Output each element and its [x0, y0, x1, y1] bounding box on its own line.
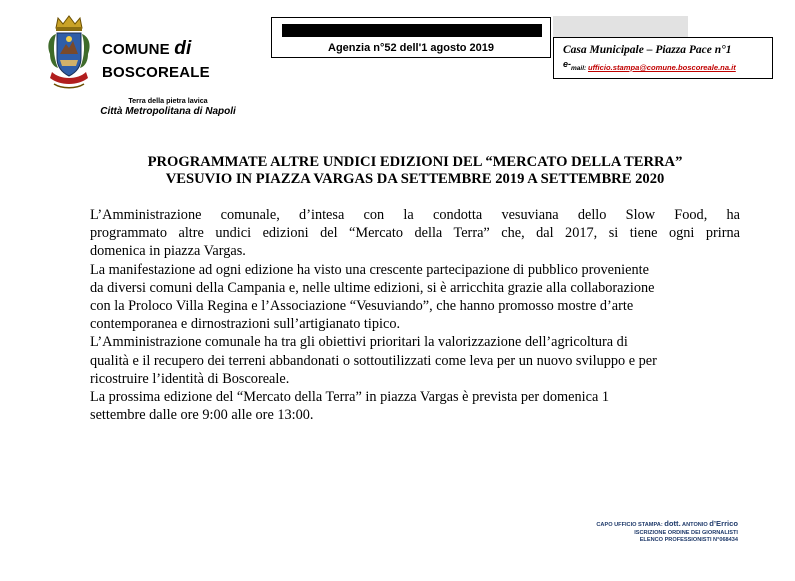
boscoreale-crest-icon: [44, 14, 94, 90]
body-line: contemporanea e dirnostrazioni sull’artigianato tipico.: [90, 316, 401, 333]
casa-municipale: Casa Municipale – Piazza Pace n°1: [563, 44, 732, 56]
agenzia-box: [271, 17, 551, 58]
body-line: La manifestazione ad ogni edizione ha visto una crescente partecipazione di pubblico proveniente: [90, 261, 649, 278]
title-line-1: PROGRAMMATE ALTRE UNDICI EDIZIONI DEL “MERCATO DELLA TERRA”: [147, 154, 683, 170]
body-line: L’Amministrazione comunale ha tra gli obiettivi prioritari la valorizzazione dell’agricoltura di: [90, 334, 628, 351]
agenzia-number: Agenzia n°52 dell'1 agosto 2019: [328, 42, 494, 54]
footer-line-3: ELENCO PROFESSIONISTI N°068434: [639, 537, 738, 544]
footer-line-1: [596, 520, 738, 530]
footer-line-2: ISCRIZIONE ORDINE DEI GIORNALISTI: [634, 529, 738, 536]
body-line: L’Amministrazione comunale, d’intesa con la condotta vesuviana dello Slow Food, ha: [90, 207, 740, 223]
body-line: programmato altre undici edizioni del “Mercato della Terra” che, dal 2017, si tiene ogni prirna: [90, 225, 740, 242]
footer-dott: dott.: [664, 519, 681, 528]
citta-metropolitana: Città Metropolitana di Napoli: [100, 106, 236, 117]
comune-city: BOSCOREALE: [102, 64, 210, 81]
email-link[interactable]: ufficio.stampa@comune.boscoreale.na.it: [588, 63, 736, 72]
press-office-footer: [596, 520, 738, 545]
body-line: La prossima edizione del “Mercato della Terra” in piazza Vargas è prevista per domenica 1: [90, 389, 610, 405]
address-box: [553, 37, 773, 79]
press-body: [90, 206, 740, 424]
body-line: con la Proloco Villa Regina e l’Associazione “Vesuviando”, che hanno promosso mostre d’arte: [90, 297, 634, 314]
footer-first-name: ANTONIO: [680, 522, 710, 528]
comune-name: [102, 40, 210, 82]
comune-prefix: COMUNE: [102, 41, 175, 58]
body-line: settembre dalle ore 9:00 alle ore 13:00.: [90, 407, 314, 424]
comune-di: di: [174, 38, 192, 59]
tagline: Terra della pietra lavica: [128, 96, 208, 105]
email-label: mail:: [571, 65, 587, 72]
email-prefix: e-: [563, 59, 572, 69]
email-row: [563, 60, 736, 73]
footer-role: CAPO UFFICIO STAMPA:: [596, 522, 665, 528]
footer-surname: d’Errico: [709, 519, 738, 528]
redaction-bar: [282, 24, 542, 37]
header-grey-tab: [553, 16, 688, 37]
body-line: da diversi comuni della Campania e, nelle ultime edizioni, si è arricchita grazie alla collaborazione: [90, 279, 655, 296]
body-line: qualità e il recupero dei terreni abbandonati o sottoutilizzati come leva per un nuovo sviluppo e per: [90, 352, 657, 369]
body-line: ricostruire l’identità di Boscoreale.: [90, 370, 290, 387]
body-line: domenica in piazza Vargas.: [90, 243, 246, 260]
press-title: [60, 154, 770, 188]
title-line-2: VESUVIO IN PIAZZA VARGAS DA SETTEMBRE 2019 A SETTEMBRE 2020: [165, 171, 665, 187]
